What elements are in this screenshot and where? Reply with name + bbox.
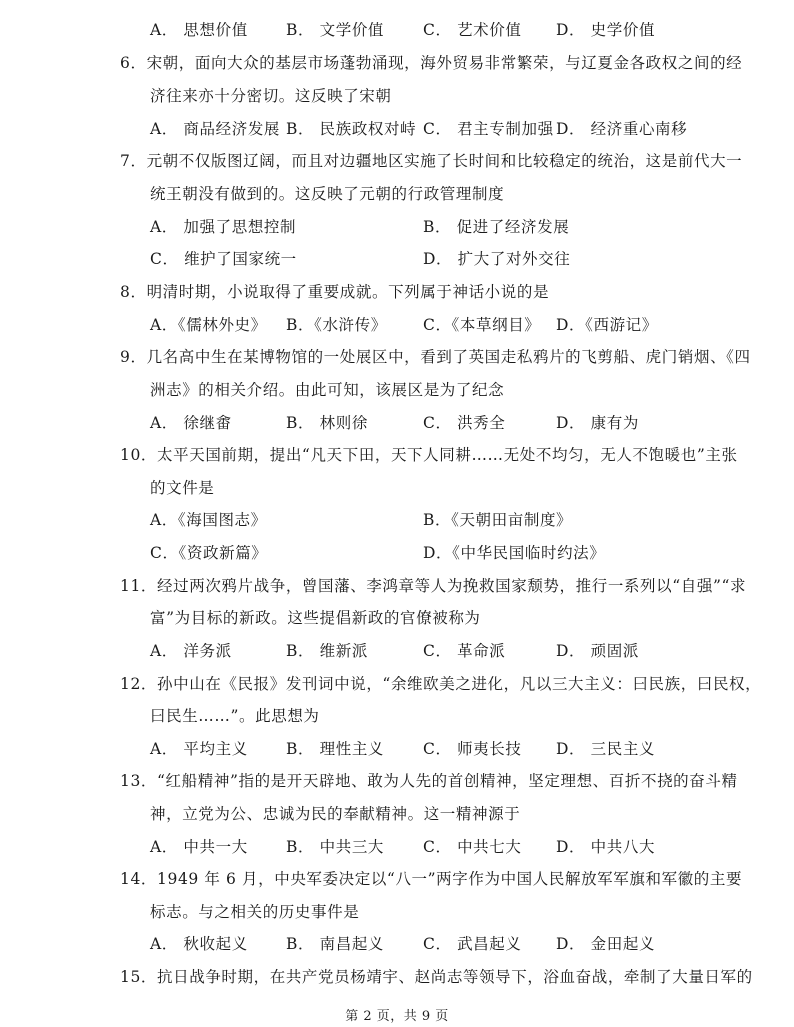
q6-option-a: A． 商品经济发展 (150, 120, 281, 138)
q11-text-1: 经过两次鸦片战争，曾国藩、李鸿章等人为挽救国家颓势，推行一系列以“自强”“求 (157, 577, 747, 595)
q11-option-d: D． 顽固派 (556, 642, 639, 660)
page-footer: 第 2 页，共 9 页 (345, 1009, 449, 1024)
q13-option-d: D． 中共八大 (556, 838, 656, 856)
q13-text-1: “红船精神”指的是开天辟地、敢为人先的首创精神，坚定理想、百折不挠的奋斗精 (157, 772, 738, 790)
q6-option-d: D． 经济重心南移 (556, 120, 688, 138)
q11-option-b: B． 维新派 (286, 642, 368, 660)
q9-option-c: C． 洪秀全 (423, 414, 506, 432)
q12-option-b: B． 理性主义 (286, 740, 385, 758)
q7-option-a: A． 加强了思想控制 (150, 218, 297, 236)
q9-stem-line-2: 洲志》的相关介绍。由此可知，该展区是为了纪念 (150, 381, 505, 399)
q14-number: 14． (120, 870, 158, 888)
q9-text-1: 几名高中生在某博物馆的一处展区中，看到了英国走私鸦片的飞剪船、虎门销烟、《四 (146, 348, 751, 366)
q6-option-b: B． 民族政权对峙 (286, 120, 417, 138)
q12-option-c: C． 师夷长技 (423, 740, 522, 758)
q10-stem-line-1 (120, 444, 738, 466)
q12-text-1: 孙中山在《民报》发刊词中说，“余维欧美之进化，凡以三大主义：曰民族，曰民权， (157, 675, 762, 693)
q9-option-d: D． 康有为 (556, 414, 639, 432)
q15-number: 15． (120, 968, 158, 986)
q14-option-a: A． 秋收起义 (150, 935, 248, 953)
q6-text-1: 宋朝，面向大众的基层市场蓬勃涌现，海外贸易非常繁荣，与辽夏金各政权之间的经 (146, 54, 743, 72)
q7-option-d: D． 扩大了对外交往 (423, 250, 571, 268)
q6-number: 6． (120, 54, 147, 72)
q11-number: 11． (120, 577, 158, 595)
q12-stem-line-1 (120, 673, 761, 695)
q8-option-c: C．《本草纲目》 (423, 316, 541, 334)
q6-option-c: C． 君主专制加强 (423, 120, 554, 138)
q10-option-a: A．《海国图志》 (150, 511, 267, 529)
q14-option-b: B． 南昌起义 (286, 935, 385, 953)
q13-number: 13． (120, 772, 158, 790)
q5-option-c: C． 艺术价值 (423, 21, 522, 39)
q14-stem-line-1 (120, 868, 742, 890)
q5-option-b: B． 文学价值 (286, 21, 385, 39)
q5-option-d: D． 史学价值 (556, 21, 656, 39)
q7-stem-line-2: 统王朝没有做到的。这反映了元朝的行政管理制度 (150, 185, 505, 203)
q7-option-c: C． 维护了国家统一 (150, 250, 297, 268)
q14-option-d: D． 金田起义 (556, 935, 656, 953)
q10-number: 10． (120, 446, 158, 464)
q7-stem-line-1 (120, 150, 742, 172)
q8-option-b: B．《水浒传》 (286, 316, 387, 334)
q7-number: 7． (120, 152, 147, 170)
q7-option-b: B． 促进了经济发展 (423, 218, 570, 236)
q13-option-b: B． 中共三大 (286, 838, 385, 856)
q10-option-c: C．《资政新篇》 (150, 544, 268, 562)
q11-option-a: A． 洋务派 (150, 642, 232, 660)
q8-option-d: D．《西游记》 (556, 316, 658, 334)
q13-option-a: A． 中共一大 (150, 838, 248, 856)
q12-stem-line-2: 曰民生……”。此思想为 (150, 707, 320, 725)
q14-stem-line-2: 标志。与之相关的历史事件是 (150, 903, 360, 921)
q8-stem-line-1 (120, 281, 549, 303)
q6-stem-line-2: 济往来亦十分密切。这反映了宋朝 (150, 87, 392, 105)
q5-option-a: A． 思想价值 (150, 21, 248, 39)
q12-number: 12． (120, 675, 158, 693)
q9-option-a: A． 徐继畬 (150, 414, 232, 432)
q11-stem-line-2: 富”为目标的新政。这些提倡新政的官僚被称为 (150, 609, 481, 627)
q10-stem-line-2: 的文件是 (150, 479, 215, 497)
q11-option-c: C． 革命派 (423, 642, 506, 660)
q13-stem-line-2: 神，立党为公、忠诚为民的奉献精神。这一精神源于 (150, 805, 521, 823)
q10-option-b: B．《天朝田亩制度》 (423, 511, 573, 529)
q15-text-1: 抗日战争时期，在共产党员杨靖宇、赵尚志等领导下，浴血奋战，牵制了大量日军的 (157, 968, 753, 986)
q8-option-a: A．《儒林外史》 (150, 316, 267, 334)
q9-number: 9． (120, 348, 147, 366)
q10-option-d: D．《中华民国临时约法》 (423, 544, 606, 562)
q9-option-b: B． 林则徐 (286, 414, 368, 432)
q12-option-a: A． 平均主义 (150, 740, 248, 758)
q11-stem-line-1 (120, 575, 746, 597)
q13-stem-line-1 (120, 770, 738, 792)
q12-option-d: D． 三民主义 (556, 740, 656, 758)
q14-text-1: 1949 年 6 月，中央军委决定以“八一”两字作为中国人民解放军军旗和军徽的主要 (157, 870, 743, 888)
q9-stem-line-1 (120, 346, 751, 368)
q15-stem-line-1 (120, 966, 753, 988)
q7-text-1: 元朝不仅版图辽阔，而且对边疆地区实施了长时间和比较稳定的统治，这是前代大一 (146, 152, 743, 170)
q10-text-1: 太平天国前期，提出“凡天下田，天下人同耕……无处不均匀，无人不饱暖也”主张 (157, 446, 738, 464)
q8-number: 8． (120, 283, 147, 301)
q8-text-1: 明清时期，小说取得了重要成就。下列属于神话小说的是 (146, 283, 550, 301)
q6-stem-line-1 (120, 52, 742, 74)
q14-option-c: C． 武昌起义 (423, 935, 522, 953)
q13-option-c: C． 中共七大 (423, 838, 522, 856)
